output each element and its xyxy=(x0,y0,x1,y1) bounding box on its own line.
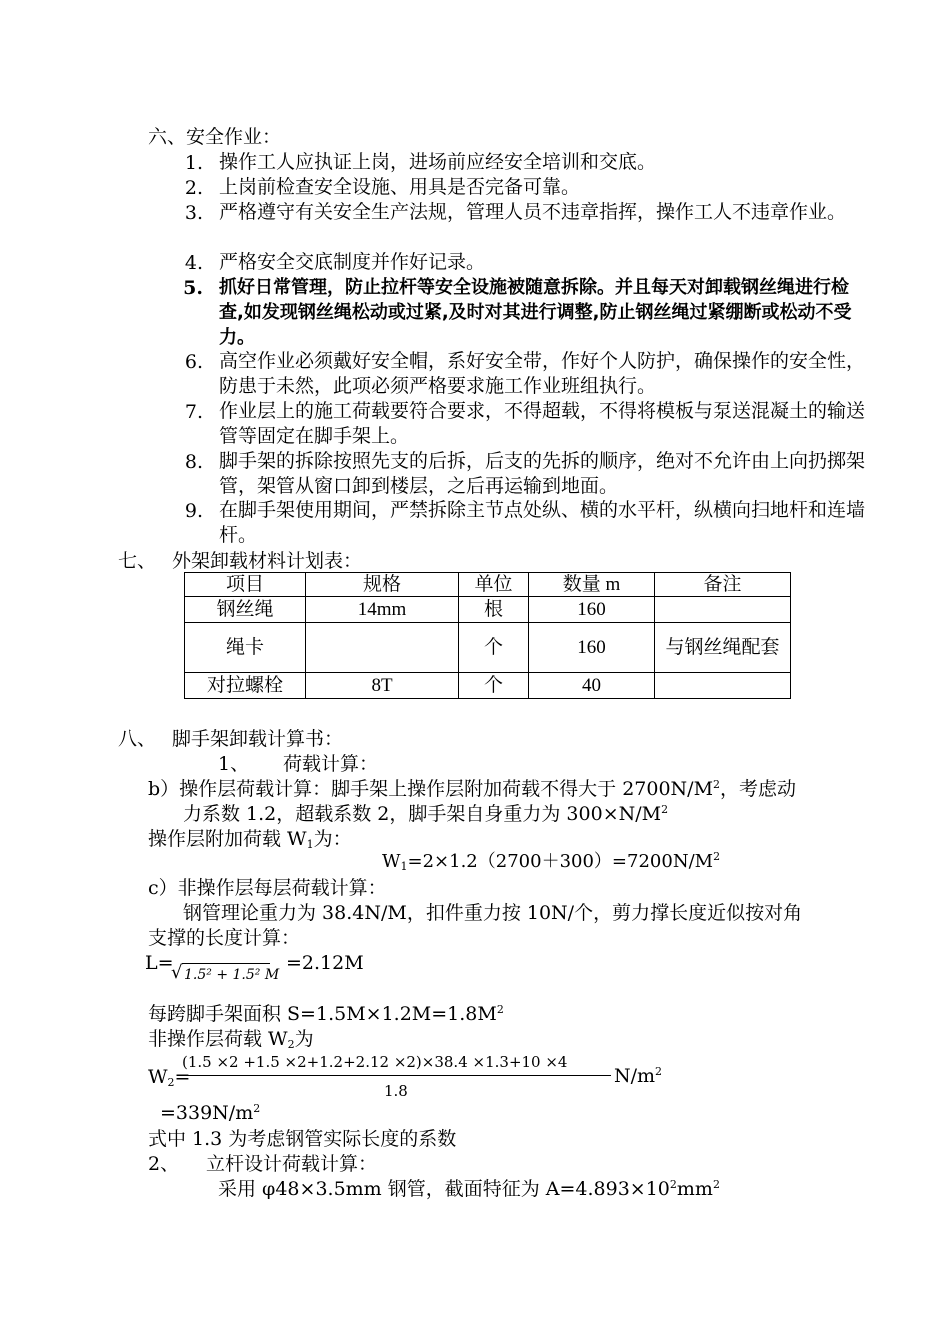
b-line2: 力系数 1.2，超载系数 2，脚手架自身重力为 $300\times N/M^2$ xyxy=(183,803,669,825)
b-line1: b）操作层荷载计算：脚手架上操作层附加荷载不得大于 $2700N/M^2$，考虑动 xyxy=(148,778,797,800)
subsection2-number: 2、 xyxy=(148,1153,180,1175)
item2-number: 2. xyxy=(184,177,203,199)
steel-weight-line2: 支撑的长度计算： xyxy=(148,927,301,949)
w2-unit: $N/m^2$ xyxy=(614,1065,663,1087)
w2-numerator: (1.5 ×2 +1.5 ×2+1.2+2.12 ×2)×38.4 ×1.3+10 ×4 xyxy=(182,1053,568,1071)
section6-heading: 六、安全作业： xyxy=(148,126,282,148)
w2-prefix: $W_2=$ xyxy=(148,1066,191,1089)
l-result: =2.12M xyxy=(286,952,364,974)
item4-number: 4. xyxy=(184,252,203,274)
l-radicand: 1.5² + 1.5² M xyxy=(184,967,280,983)
table-cell: 个 xyxy=(459,623,529,673)
table-cell: 绳卡 xyxy=(185,623,306,673)
item7-text: 作业层上的施工荷载要符合要求，不得超载，不得将模板与泵送混凝土的输送管等固定在脚手架上。 xyxy=(219,400,866,447)
table-cell: 160 xyxy=(529,623,655,673)
c-line: c）非操作层每层荷载计算： xyxy=(148,877,387,899)
header-remark: 备注 xyxy=(655,573,791,597)
section7-number: 七、 xyxy=(118,550,157,572)
item8-number: 8. xyxy=(184,451,203,473)
table-cell xyxy=(655,673,791,699)
subsection1-title: 荷载计算： xyxy=(283,753,379,775)
section8-number: 八、 xyxy=(118,728,157,750)
item9-text: 在脚手架使用期间，严禁拆除主节点处纵、横的水平杆，纵横向扫地杆和连墙杆。 xyxy=(219,499,866,546)
item8-text: 脚手架的拆除按照先支的后拆，后支的先拆的顺序，绝对不允许由上向扔掷架管，架管从窗口卸到楼层，之后再运输到地面。 xyxy=(219,450,866,497)
table-cell: 14mm xyxy=(306,597,459,623)
w2-label: 非操作层荷载 $W_2$为 xyxy=(148,1028,314,1051)
table-cell: 个 xyxy=(459,673,529,699)
table-row xyxy=(185,597,791,623)
steel-weight-line1: 钢管理论重力为 38.4N/M，扣件重力按 10N/个，剪力撑长度近似按对角 xyxy=(183,902,803,924)
table-cell: 160 xyxy=(529,597,655,623)
w2-result: $=339N/m^2$ xyxy=(160,1102,261,1124)
materials-table xyxy=(184,572,791,699)
w1-formula: $W_1=2\times 1.2(2700+300)=7200N/M^2$ xyxy=(382,850,721,873)
table-cell: 钢丝绳 xyxy=(185,597,306,623)
header-spec: 规格 xyxy=(306,573,459,597)
table-cell: 40 xyxy=(529,673,655,699)
item1-text: 操作工人应执证上岗，进场前应经安全培训和交底。 xyxy=(219,151,657,173)
item3-text: 严格遵守有关安全生产法规，管理人员不违章指挥，操作工人不违章作业。 xyxy=(219,201,847,223)
table-cell xyxy=(306,623,459,673)
section7-heading: 外架卸载材料计划表： xyxy=(172,550,363,572)
header-quantity: 数量 m xyxy=(529,573,655,597)
w1-label: 操作层附加荷载 $W_1$为： xyxy=(148,828,352,851)
item3-number: 3. xyxy=(184,202,203,224)
table-row xyxy=(185,623,791,673)
table-cell xyxy=(655,597,791,623)
table-row xyxy=(185,673,791,699)
w2-denominator: 1.8 xyxy=(384,1082,408,1100)
subsection1-number: 1、 xyxy=(218,753,250,775)
item5-text: 抓好日常管理，防止拉杆等安全设施被随意拆除。并且每天对卸载钢丝绳进行检查,如发现钢丝绳松动或过紧,及时对其进行调整,防止钢丝绳过紧绷断或松动不受力。 xyxy=(219,277,852,348)
item7-number: 7. xyxy=(184,401,203,423)
l-prefix: L= xyxy=(145,952,174,974)
item5-number: 5. xyxy=(183,277,203,299)
section8-heading: 脚手架卸载计算书： xyxy=(172,728,344,750)
table-cell: 根 xyxy=(459,597,529,623)
table-cell: 与钢丝绳配套 xyxy=(655,623,791,673)
sqrt-sign-icon: √ xyxy=(171,962,183,983)
table-cell: 对拉螺栓 xyxy=(185,673,306,699)
table-cell: 8T xyxy=(306,673,459,699)
pipe-line: 采用 φ48×3.5mm 钢管，截面特征为 $A=4.893\times 10^2mm^2$ xyxy=(218,1178,720,1200)
item9-number: 9. xyxy=(184,500,203,522)
item1-number: 1. xyxy=(184,152,203,174)
item4-text: 严格安全交底制度并作好记录。 xyxy=(219,251,486,273)
area-line: 每跨脚手架面积 $S=1.5M\times 1.2M=1.8M^2$ xyxy=(148,1003,504,1025)
header-unit: 单位 xyxy=(459,573,529,597)
table-header-row xyxy=(185,573,791,597)
item2-text: 上岗前检查安全设施、用具是否完备可靠。 xyxy=(219,176,581,198)
coefficient-note: 式中 1.3 为考虑钢管实际长度的系数 xyxy=(148,1128,457,1150)
header-item: 项目 xyxy=(185,573,306,597)
fraction-bar xyxy=(183,1075,611,1076)
subsection2-title: 立杆设计荷载计算： xyxy=(206,1153,378,1175)
item6-text: 高空作业必须戴好安全帽，系好安全带，作好个人防护，确保操作的安全性，防患于未然，此项必须严格要求施工作业班组执行。 xyxy=(219,350,866,397)
item6-number: 6. xyxy=(184,351,203,373)
